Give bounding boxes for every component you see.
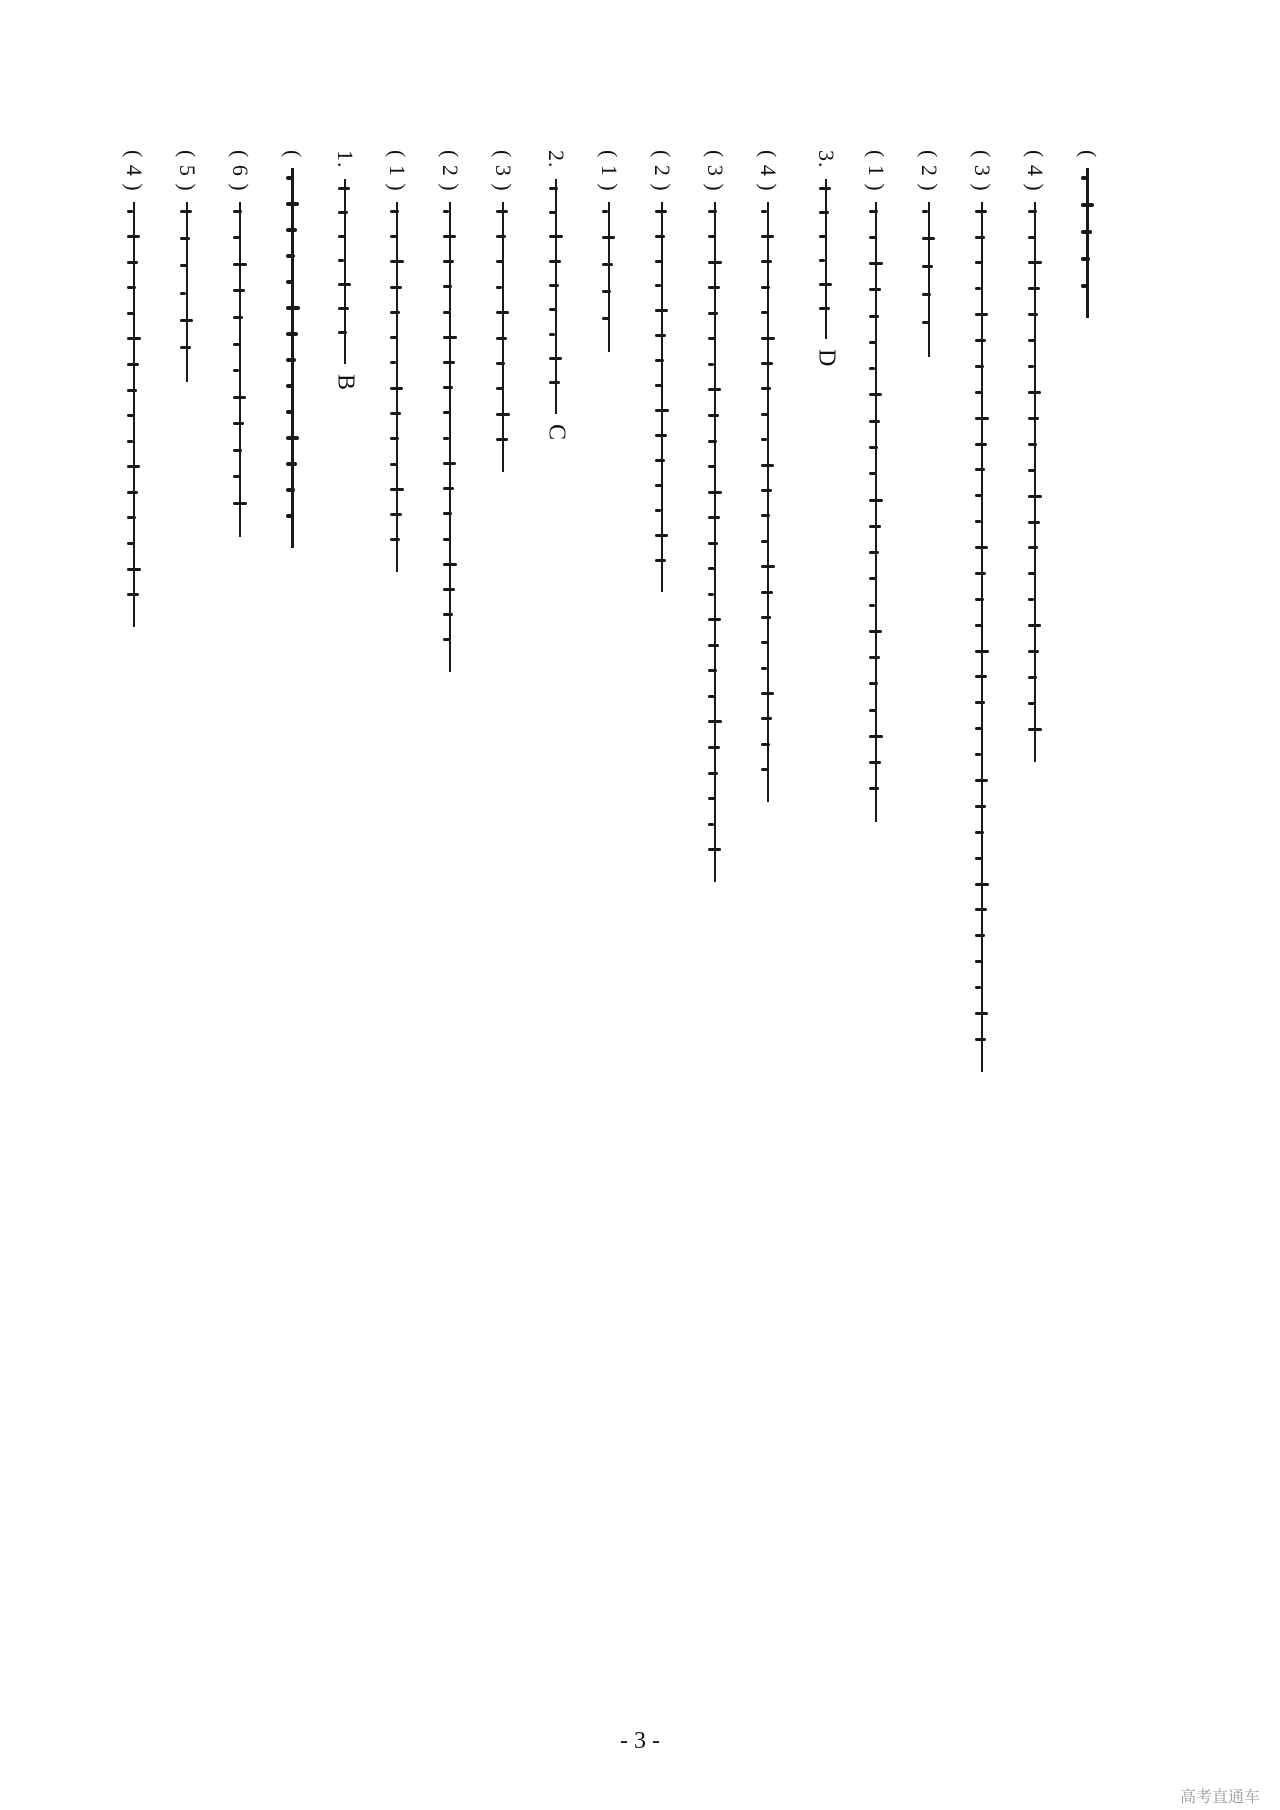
item-marker: ( 3 ) [703, 150, 728, 192]
text-column [697, 150, 733, 882]
item-marker: ( 1 ) [864, 150, 889, 192]
item-marker: ( 4 ) [756, 150, 781, 192]
mongolian-script-line [389, 202, 405, 572]
answer-letter: C [543, 423, 570, 440]
item-marker: 2. [544, 150, 569, 169]
text-column [911, 150, 947, 357]
item-marker: ( 2 ) [438, 150, 463, 192]
mongolian-script-line [285, 168, 301, 548]
watermark: 高考直通车 [1179, 1787, 1260, 1806]
text-column [591, 150, 627, 352]
mongolian-script-line [760, 202, 776, 802]
item-marker: ( [1076, 150, 1101, 159]
text-column [750, 150, 786, 802]
mongolian-script-line [495, 202, 511, 472]
text-column [1017, 150, 1053, 762]
item-marker: 3. [814, 150, 839, 169]
answer-letter: B [332, 373, 359, 390]
item-marker: ( 5 ) [175, 150, 200, 192]
mongolian-script-line [818, 179, 834, 339]
answer-letter: D [813, 348, 840, 366]
mongolian-script-line [548, 179, 564, 414]
mongolian-script-line [974, 202, 990, 1072]
text-column [432, 150, 468, 672]
mongolian-script-line [654, 202, 670, 592]
item-marker: ( 2 ) [917, 150, 942, 192]
mongolian-script-line [1080, 168, 1096, 318]
item-marker: ( 1 ) [597, 150, 622, 192]
item-marker: ( 2 ) [650, 150, 675, 192]
item-marker: 1. [333, 150, 358, 169]
text-column [222, 150, 258, 537]
mongolian-script-line [337, 179, 353, 364]
item-marker: ( [281, 150, 306, 159]
text-column [964, 150, 1000, 1072]
text-column [485, 150, 521, 472]
mongolian-script-line [232, 202, 248, 537]
mongolian-script-line [601, 202, 617, 352]
page-number: - 3 - [620, 1728, 660, 1754]
item-marker: ( 6 ) [228, 150, 253, 192]
item-marker: ( 3 ) [491, 150, 516, 192]
item-marker: ( 3 ) [970, 150, 995, 192]
text-column [808, 150, 844, 366]
text-column [327, 150, 363, 390]
mongolian-script-line [921, 202, 937, 357]
text-column [858, 150, 894, 822]
mongolian-script-line [1027, 202, 1043, 762]
item-marker: ( 4 ) [122, 150, 147, 192]
text-column [275, 150, 311, 548]
text-column [169, 150, 205, 382]
text-column [1070, 150, 1106, 318]
text-column [644, 150, 680, 592]
item-marker: ( 4 ) [1023, 150, 1048, 192]
mongolian-script-line [442, 202, 458, 672]
mongolian-script-line [126, 202, 142, 627]
text-column [116, 150, 152, 627]
mongolian-script-line [868, 202, 884, 822]
text-column [538, 150, 574, 440]
item-marker: ( 1 ) [385, 150, 410, 192]
text-column [379, 150, 415, 572]
mongolian-script-line [179, 202, 195, 382]
mongolian-script-line [707, 202, 723, 882]
